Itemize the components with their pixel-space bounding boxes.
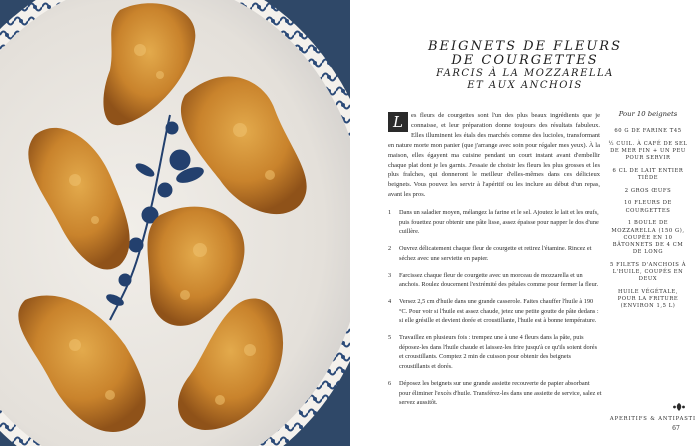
recipe-title-block bbox=[350, 40, 700, 92]
ingredients-column bbox=[608, 110, 688, 316]
ingredient-item: ½ CUIL. À CAFÉ DE SEL DE MER FIN + UN PEU POUR SERVIR bbox=[608, 140, 688, 162]
page-footer bbox=[600, 402, 696, 432]
ingredient-item: 6 CL DE LAIT ENTIER TIÈDE bbox=[612, 167, 684, 182]
yield-label: Pour 10 beignets bbox=[618, 110, 678, 118]
page-number: 67 bbox=[672, 425, 680, 432]
step-item bbox=[388, 208, 602, 237]
ingredient-item: HUILE VÉGÉTALE, POUR LA FRITURE (ENVIRON 1,5 L) bbox=[617, 288, 679, 310]
ingredient-item: 2 GROS ŒUFS bbox=[624, 187, 672, 194]
drop-cap: L bbox=[388, 112, 408, 132]
step-text: Ouvrez délicatement chaque fleur de courgette et retirez l'étamine. Rincez et séchez avec une serviette en papier. bbox=[399, 245, 592, 262]
recipe-page bbox=[350, 0, 700, 446]
step-number: 4 bbox=[388, 297, 392, 305]
step-number: 6 bbox=[388, 379, 392, 387]
step-text: Versez 2,5 cm d'huile dans une grande casserole. Faites chauffer l'huile à 190 °C. Pour voir si l'huile est assez chaude, jetez une petite goutte de pâte dedans : si elle grésille et devient dorée et croustillante, l'huile est à bonne température. bbox=[399, 297, 599, 325]
ingredient-item: 60 G DE FARINE T45 bbox=[614, 128, 682, 134]
step-number: 1 bbox=[388, 209, 392, 216]
step-text: Farcissez chaque fleur de courgette avec un morceau de mozzarella et un anchois. Roulez doucement l'extrémité des pétales comme pour fermer la fleur. bbox=[399, 271, 599, 289]
step-item bbox=[388, 379, 602, 408]
recipe-intro bbox=[388, 111, 600, 200]
step-number: 3 bbox=[388, 271, 392, 279]
recipe-subtitle-line-1: FARCIS À LA MOZZARELLA bbox=[436, 68, 614, 79]
step-number: 5 bbox=[388, 334, 392, 342]
step-number: 2 bbox=[388, 245, 392, 253]
ingredient-item: 5 FILETS D'ANCHOIS À L'HUILE, COUPÉS EN DEUX bbox=[609, 261, 687, 283]
intro-text: es fleurs de courgettes sont l'un des plus beaux ingrédients que je connaisse, et leur préparation donne toujours des résultats fabuleux. Elles illuminent les étals des marchés comme des lucioles, transformant en nature morte mon panier (que j'arrange avec soin pour régaler mes yeux). À la maison, elles égayent ma cuisine pendant un court instant avant d'embellir chaque plat dont je les garnis. J'essaie de choisir les fleurs les plus grosses et les plus fraîches, qui donneront le meilleur d'elles-mêmes dans ces délicieux beignets. Vous pouvez les servir à l'apéritif ou les inclure au début d'un repas, avant les pros. bbox=[388, 112, 600, 199]
step-text: Déposez les beignets sur une grande assiette recouverte de papier absorbant pour éliminer l'excès d'huile. Transférez-les dans une assiette de service, salez et servez aussitôt. bbox=[399, 379, 602, 407]
ingredient-item: 10 FLEURS DE COURGETTES bbox=[624, 200, 672, 214]
step-item bbox=[388, 271, 602, 290]
ingredient-item: 1 BOULE DE MOZZARELLA (150 G), COUPÉE EN 10 BÂTONNETS DE 4 CM DE LONG bbox=[611, 220, 685, 256]
recipe-title-line-2: DE COURGETTES bbox=[451, 53, 599, 68]
recipe-steps bbox=[388, 208, 602, 415]
step-item bbox=[388, 244, 602, 263]
step-item bbox=[388, 297, 602, 326]
step-item bbox=[388, 333, 602, 372]
fleuron-icon bbox=[672, 402, 686, 412]
recipe-title-line-1: BEIGNETS DE FLEURS bbox=[428, 39, 622, 54]
recipe-subtitle-line-2: ET AUX ANCHOIS bbox=[467, 80, 583, 91]
step-text: Dans un saladier moyen, mélangez la farine et le sel. Ajoutez le lait et les œufs, puis fouettez pour obtenir une pâte lisse, assez épaisse pour napper le dos d'une cuillère. bbox=[399, 209, 599, 236]
section-name: APERITIFS & ANTIPASTI bbox=[609, 416, 696, 422]
step-text: Travaillez en plusieurs fois : trempez une à une 4 fleurs dans la pâte, puis déposez-les dans l'huile chaude et laissez-les frire jusqu'à ce qu'ils soient dorés et croustillants. Comptez 2 min de cuisson pour obtenir des beignets croustillants et dorés. bbox=[399, 334, 598, 371]
